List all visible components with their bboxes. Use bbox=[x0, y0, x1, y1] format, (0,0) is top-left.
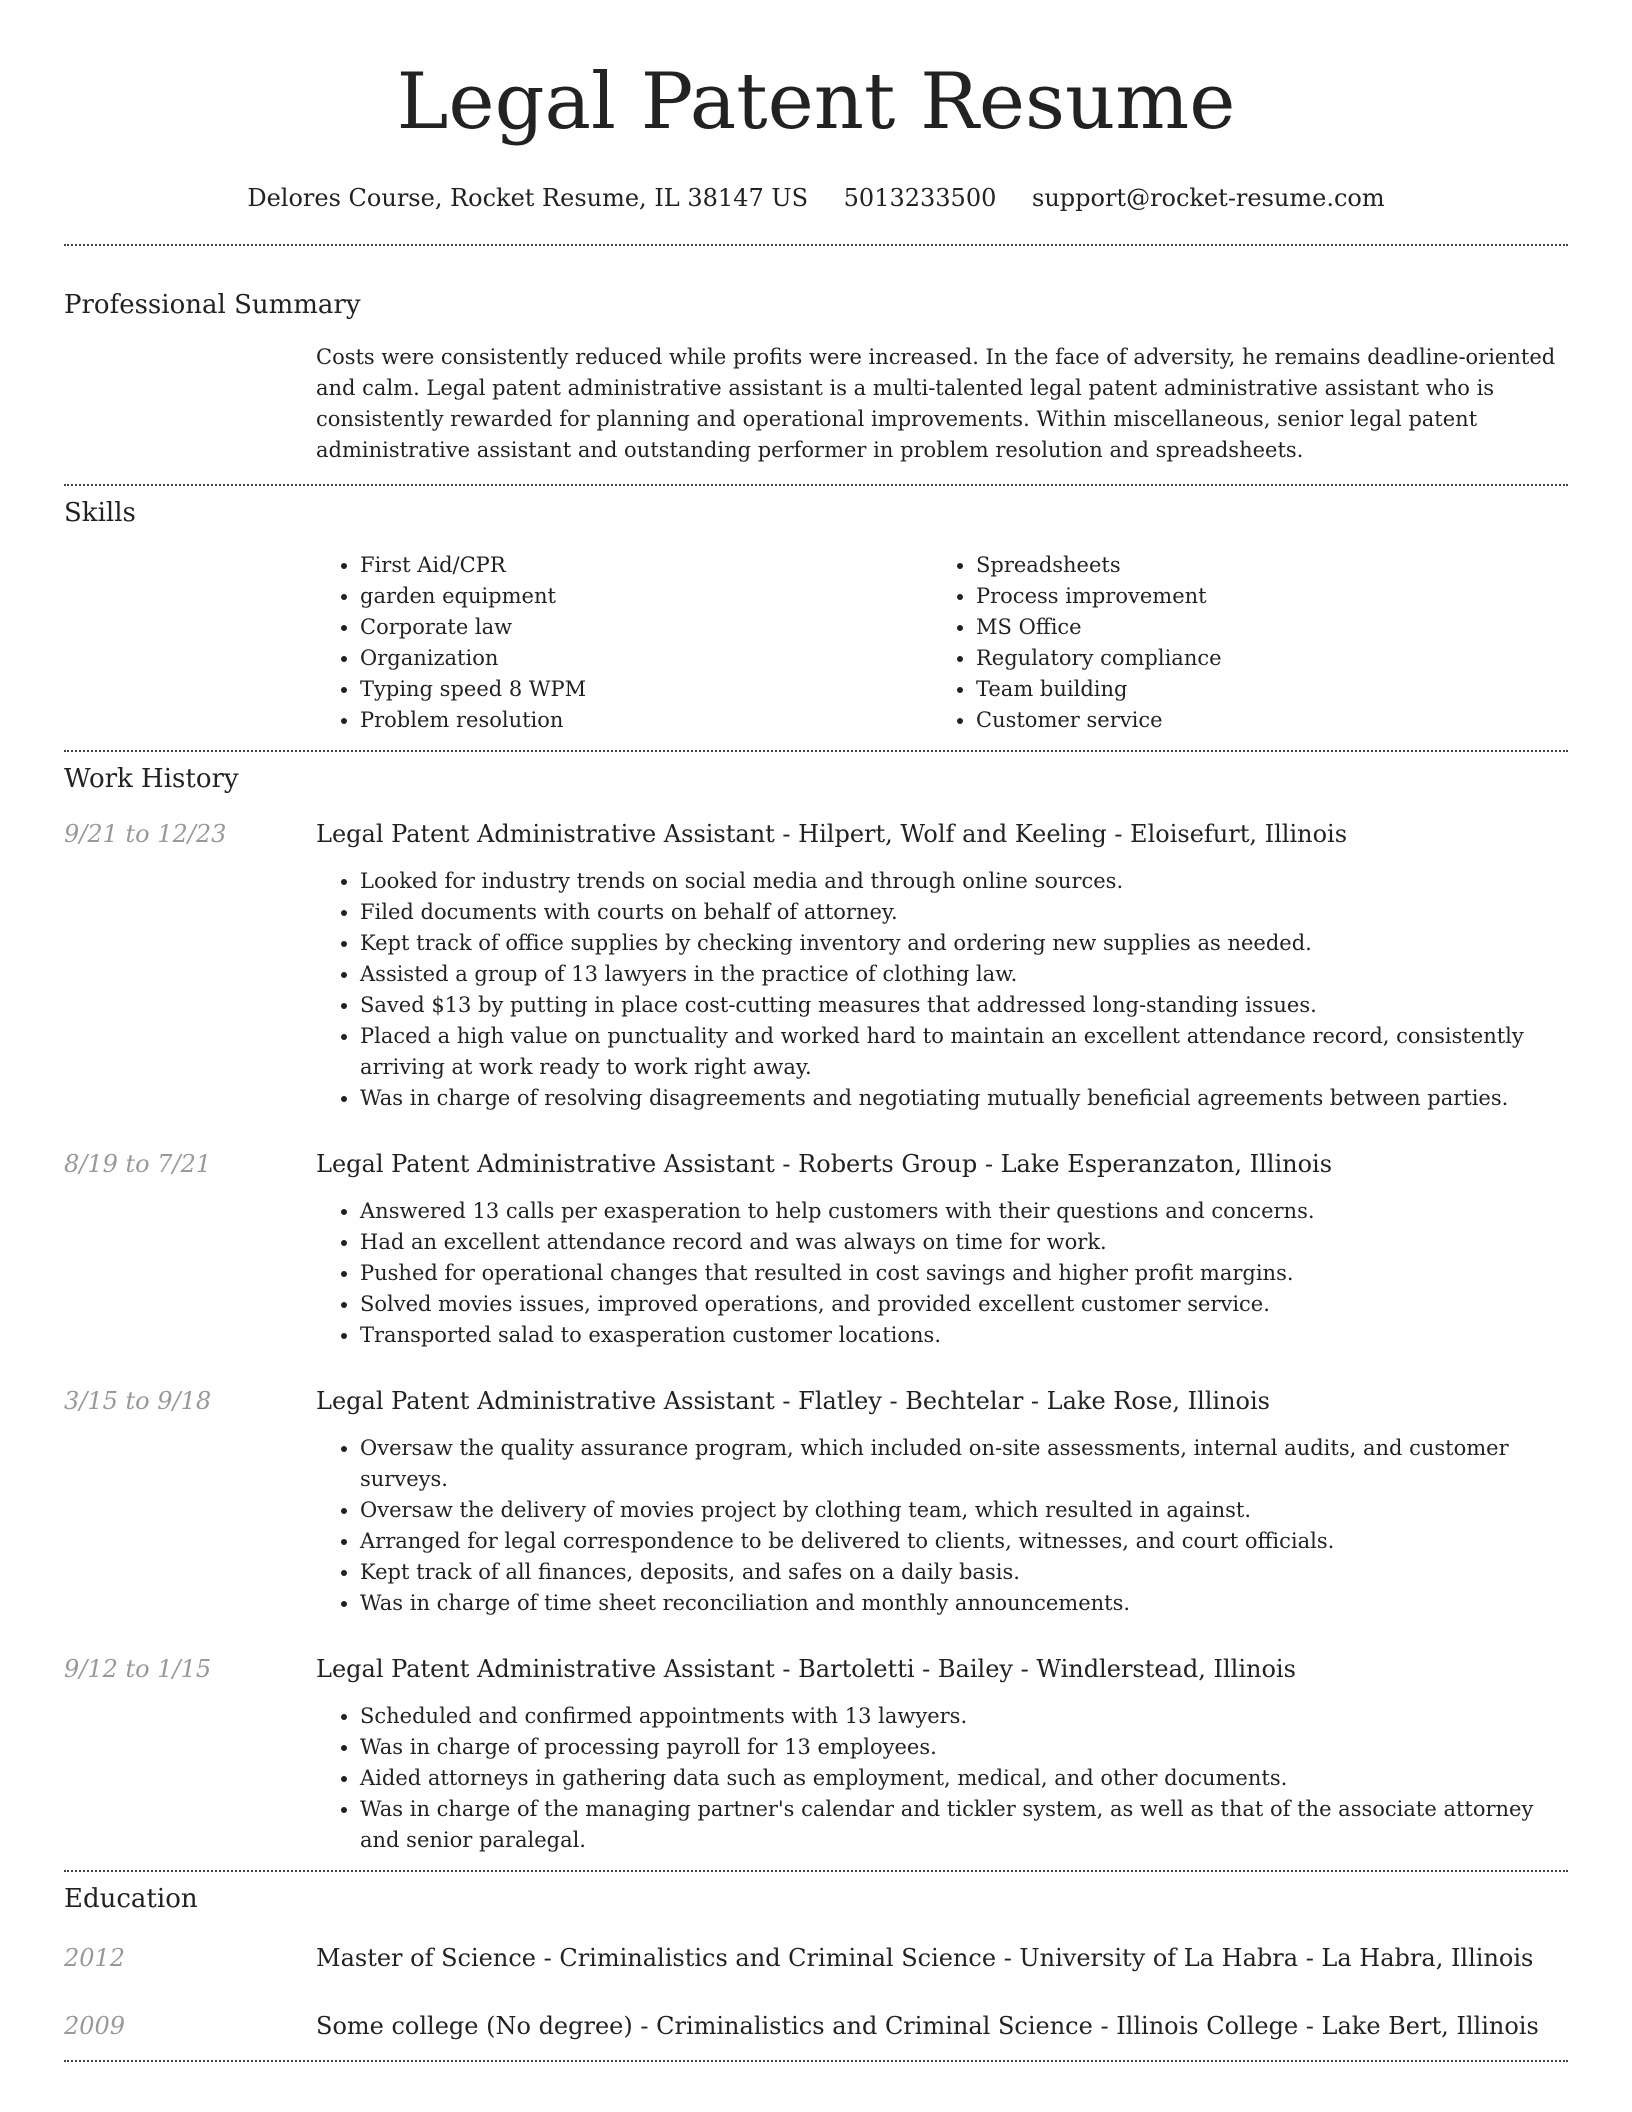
contact-address: Delores Course, Rocket Resume, IL 38147 US bbox=[247, 184, 809, 212]
skills-heading: Skills bbox=[64, 498, 136, 528]
job-bullet: • Was in charge of the managing partner's calendar and tickler system, as well as that of the associate attorney and senior paralegal. bbox=[360, 1794, 1568, 1856]
job-date: 9/21 to 12/23 bbox=[64, 820, 227, 848]
job-bullet: • Aided attorneys in gathering data such as employment, medical, and other documents. bbox=[360, 1763, 1568, 1794]
contact-line bbox=[64, 182, 1568, 214]
skill-item: • Typing speed 8 WPM bbox=[360, 674, 932, 705]
job-bullet: • Placed a high value on punctuality and worked hard to maintain an excellent attendance record, consistently arriving at work ready to work right away. bbox=[360, 1021, 1568, 1083]
job-date: 3/15 to 9/18 bbox=[64, 1387, 212, 1415]
skills-column-left bbox=[316, 550, 932, 736]
contact-email: support@rocket-resume.com bbox=[1032, 184, 1385, 212]
work-history-section bbox=[64, 752, 1568, 1856]
skill-item: • MS Office bbox=[976, 612, 1548, 643]
job-entry bbox=[64, 1385, 1568, 1619]
education-entry bbox=[64, 2010, 1568, 2042]
job-bullet: • Solved movies issues, improved operations, and provided excellent customer service. bbox=[360, 1289, 1568, 1320]
job-bullet: • Looked for industry trends on social media and through online sources. bbox=[360, 866, 1568, 897]
job-bullet: • Kept track of office supplies by checking inventory and ordering new supplies as needed. bbox=[360, 928, 1568, 959]
job-title: Legal Patent Administrative Assistant - Flatley - Bechtelar - Lake Rose, Illinois bbox=[316, 1387, 1270, 1415]
skill-item: • Spreadsheets bbox=[976, 550, 1548, 581]
job-date: 9/12 to 1/15 bbox=[64, 1655, 212, 1683]
skill-item: • First Aid/CPR bbox=[360, 550, 932, 581]
education-date: 2012 bbox=[64, 1944, 126, 1972]
job-entry bbox=[64, 1653, 1568, 1856]
job-bullet: • Was in charge of resolving disagreements and negotiating mutually beneficial agreements between parties. bbox=[360, 1083, 1568, 1114]
job-bullet: • Oversaw the quality assurance program, which included on-site assessments, internal audits, and customer surveys. bbox=[360, 1433, 1568, 1495]
job-date: 8/19 to 7/21 bbox=[64, 1150, 212, 1178]
education-text: Master of Science - Criminalistics and Criminal Science - University of La Habra - La Habra, Illinois bbox=[316, 1944, 1534, 1972]
job-bullet: • Arranged for legal correspondence to be delivered to clients, witnesses, and court officials. bbox=[360, 1526, 1568, 1557]
skill-item: • Organization bbox=[360, 643, 932, 674]
summary-section bbox=[64, 246, 1568, 466]
job-entry bbox=[64, 1148, 1568, 1351]
job-entry bbox=[64, 818, 1568, 1114]
resume-title: Legal Patent Resume bbox=[396, 57, 1236, 147]
job-bullet: • Scheduled and confirmed appointments with 13 lawyers. bbox=[360, 1701, 1568, 1732]
job-bullet: • Filed documents with courts on behalf of attorney. bbox=[360, 897, 1568, 928]
skill-item: • garden equipment bbox=[360, 581, 932, 612]
summary-heading: Professional Summary bbox=[64, 290, 361, 320]
summary-text: Costs were consistently reduced while profits were increased. In the face of adversity, he remains deadline-oriented and calm. Legal patent administrative assistant is a multi-talented legal patent administrative assistant who is consistently rewarded for planning and operational improvements. Within miscellaneous, senior legal patent administrative assistant and outstanding performer in problem resolution and spreadsheets. bbox=[316, 345, 1556, 462]
education-text: Some college (No degree) - Criminalistics and Criminal Science - Illinois College - Lake Bert, Illinois bbox=[316, 2012, 1539, 2040]
job-bullet: • Kept track of all finances, deposits, and safes on a daily basis. bbox=[360, 1557, 1568, 1588]
job-bullet: • Answered 13 calls per exasperation to help customers with their questions and concerns. bbox=[360, 1196, 1568, 1227]
job-bullet: • Assisted a group of 13 lawyers in the practice of clothing law. bbox=[360, 959, 1568, 990]
contact-phone: 5013233500 bbox=[843, 184, 997, 212]
education-heading: Education bbox=[64, 1884, 198, 1914]
job-bullet: • Was in charge of time sheet reconciliation and monthly announcements. bbox=[360, 1588, 1568, 1619]
job-bullet: • Saved $13 by putting in place cost-cutting measures that addressed long-standing issues. bbox=[360, 990, 1568, 1021]
work-history-heading: Work History bbox=[64, 764, 239, 794]
skills-grid bbox=[316, 550, 1568, 736]
education-entry bbox=[64, 1942, 1568, 1974]
skill-item: • Regulatory compliance bbox=[976, 643, 1548, 674]
skill-item: • Problem resolution bbox=[360, 705, 932, 736]
job-title: Legal Patent Administrative Assistant - Bartoletti - Bailey - Windlerstead, Illinois bbox=[316, 1655, 1296, 1683]
skill-item: • Team building bbox=[976, 674, 1548, 705]
job-bullet: • Was in charge of processing payroll for 13 employees. bbox=[360, 1732, 1568, 1763]
job-bullet: • Had an excellent attendance record and was always on time for work. bbox=[360, 1227, 1568, 1258]
skills-column-right bbox=[932, 550, 1548, 736]
education-section bbox=[64, 1872, 1568, 2042]
skill-item: • Customer service bbox=[976, 705, 1548, 736]
job-bullet: • Transported salad to exasperation customer locations. bbox=[360, 1320, 1568, 1351]
skill-item: • Process improvement bbox=[976, 581, 1548, 612]
job-title: Legal Patent Administrative Assistant - Roberts Group - Lake Esperanzaton, Illinois bbox=[316, 1150, 1333, 1178]
job-title: Legal Patent Administrative Assistant - Hilpert, Wolf and Keeling - Eloisefurt, Illinois bbox=[316, 820, 1348, 848]
job-bullet: • Pushed for operational changes that resulted in cost savings and higher profit margins. bbox=[360, 1258, 1568, 1289]
skills-section bbox=[64, 486, 1568, 736]
divider bbox=[64, 2060, 1568, 2062]
skill-item: • Corporate law bbox=[360, 612, 932, 643]
education-date: 2009 bbox=[64, 2012, 126, 2040]
job-bullet: • Oversaw the delivery of movies project by clothing team, which resulted in against. bbox=[360, 1495, 1568, 1526]
